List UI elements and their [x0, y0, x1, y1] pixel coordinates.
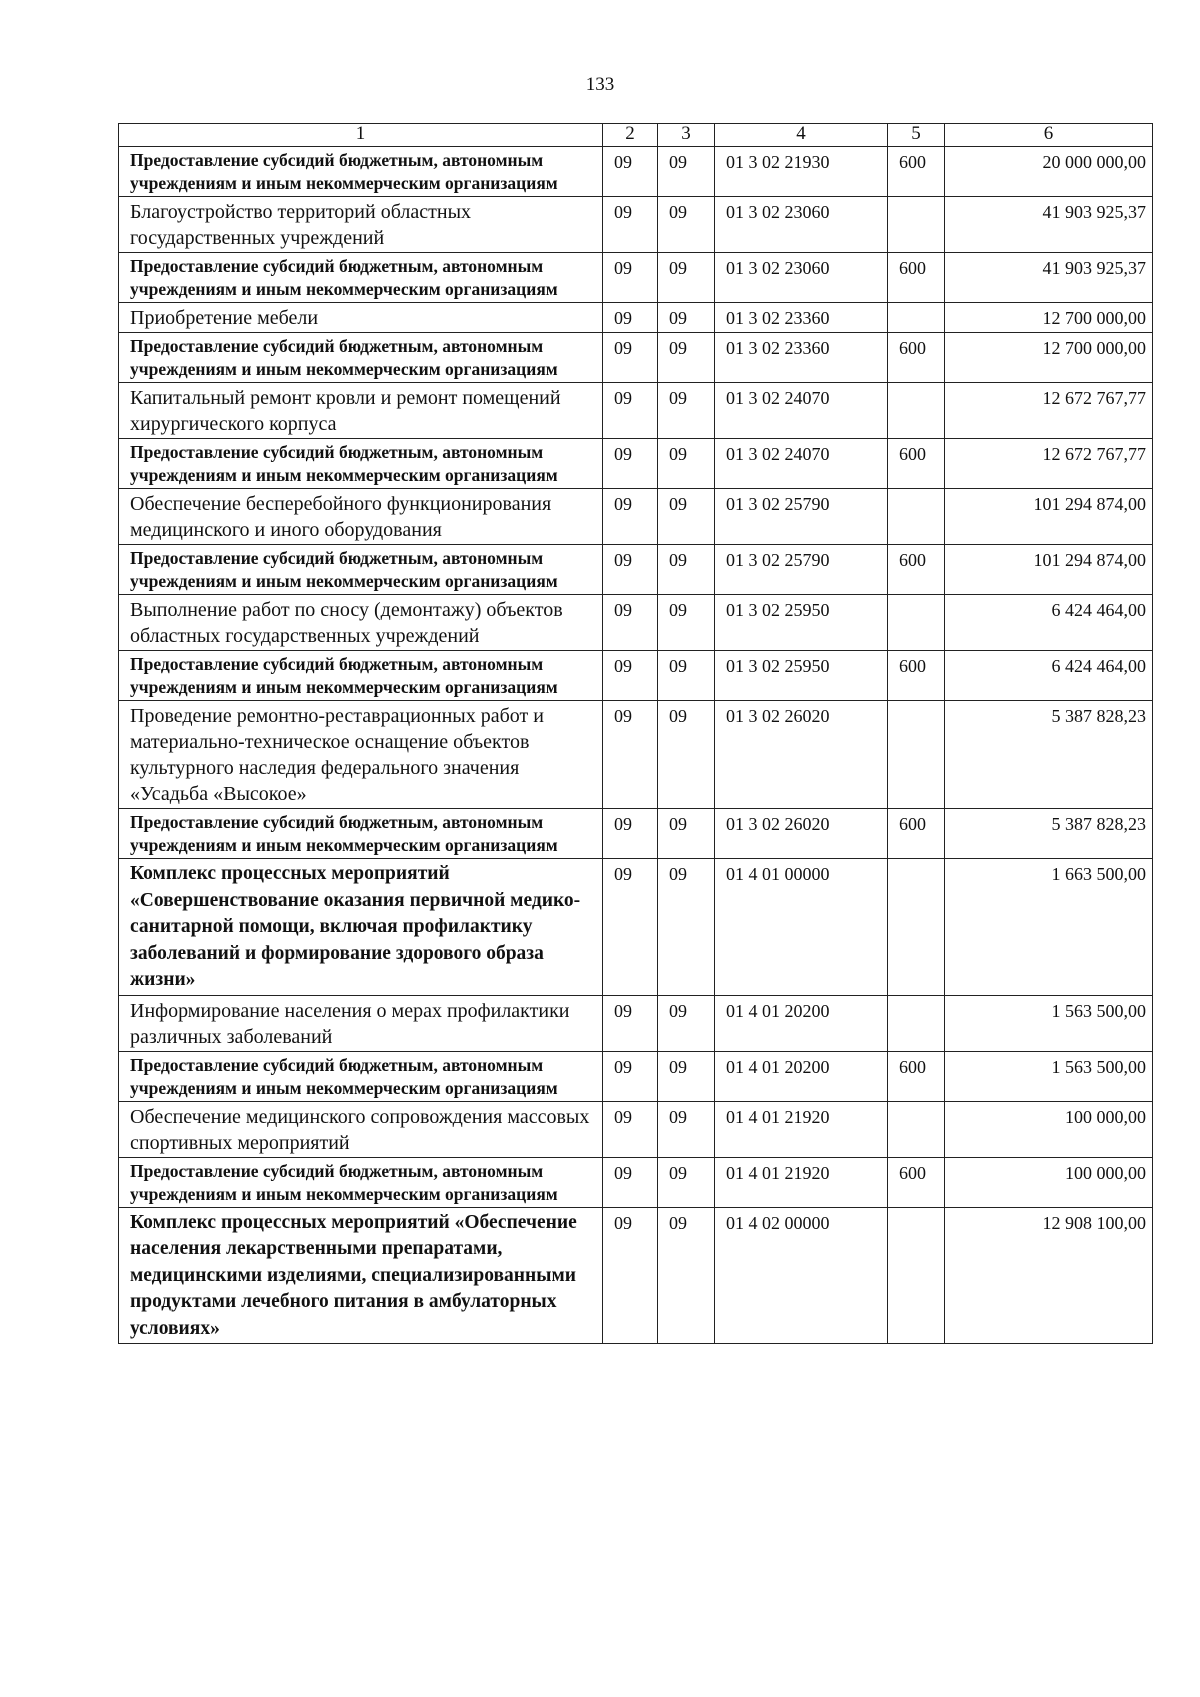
- column-header: 2: [603, 124, 658, 147]
- row-name: Приобретение мебели: [119, 303, 603, 333]
- table-row: [119, 147, 1153, 197]
- row-name: Предоставление субсидий бюджетным, автономным учреждениям и иным некоммерческим организациям: [119, 439, 603, 489]
- row-section: 09: [603, 253, 658, 303]
- row-name: Предоставление субсидий бюджетным, автономным учреждениям и иным некоммерческим организациям: [119, 1157, 603, 1207]
- row-section: 09: [603, 595, 658, 651]
- page-number: 133: [585, 74, 615, 95]
- row-amount: 100 000,00: [945, 1101, 1153, 1157]
- row-target-code: 01 3 02 23060: [715, 253, 888, 303]
- row-section: 09: [603, 809, 658, 859]
- row-amount: 6 424 464,00: [945, 651, 1153, 701]
- row-subsection: 09: [658, 651, 715, 701]
- row-name: Обеспечение медицинского сопровождения массовых спортивных мероприятий: [119, 1101, 603, 1157]
- table-row: [119, 1207, 1153, 1344]
- row-amount: 101 294 874,00: [945, 489, 1153, 545]
- row-target-code: 01 4 01 21920: [715, 1157, 888, 1207]
- row-expense-type: [888, 701, 945, 809]
- table-row: [119, 489, 1153, 545]
- row-target-code: 01 3 02 25950: [715, 651, 888, 701]
- row-section: 09: [603, 333, 658, 383]
- row-expense-type: [888, 1101, 945, 1157]
- row-amount: 41 903 925,37: [945, 197, 1153, 253]
- row-expense-type: 600: [888, 651, 945, 701]
- row-subsection: 09: [658, 809, 715, 859]
- column-header: 5: [888, 124, 945, 147]
- row-target-code: 01 3 02 26020: [715, 809, 888, 859]
- row-amount: 12 700 000,00: [945, 303, 1153, 333]
- row-amount: 12 672 767,77: [945, 439, 1153, 489]
- table-body: [119, 147, 1153, 1344]
- row-subsection: 09: [658, 1157, 715, 1207]
- row-expense-type: 600: [888, 333, 945, 383]
- row-section: 09: [603, 1207, 658, 1344]
- row-target-code: 01 3 02 23360: [715, 303, 888, 333]
- row-expense-type: [888, 383, 945, 439]
- table-row: [119, 1157, 1153, 1207]
- row-subsection: 09: [658, 701, 715, 809]
- row-expense-type: 600: [888, 439, 945, 489]
- row-name: Предоставление субсидий бюджетным, автономным учреждениям и иным некоммерческим организациям: [119, 333, 603, 383]
- row-subsection: 09: [658, 439, 715, 489]
- row-section: 09: [603, 303, 658, 333]
- row-target-code: 01 3 02 25950: [715, 595, 888, 651]
- row-subsection: 09: [658, 545, 715, 595]
- row-name: Благоустройство территорий областных государственных учреждений: [119, 197, 603, 253]
- row-expense-type: [888, 1207, 945, 1344]
- row-target-code: 01 4 01 20200: [715, 995, 888, 1051]
- row-expense-type: [888, 595, 945, 651]
- table-row: [119, 253, 1153, 303]
- row-subsection: 09: [658, 595, 715, 651]
- table-row: [119, 595, 1153, 651]
- row-name: Предоставление субсидий бюджетным, автономным учреждениям и иным некоммерческим организациям: [119, 651, 603, 701]
- row-section: 09: [603, 1157, 658, 1207]
- row-subsection: 09: [658, 383, 715, 439]
- row-expense-type: [888, 197, 945, 253]
- row-expense-type: [888, 489, 945, 545]
- row-section: 09: [603, 1101, 658, 1157]
- row-amount: 41 903 925,37: [945, 253, 1153, 303]
- row-section: 09: [603, 701, 658, 809]
- row-target-code: 01 3 02 23060: [715, 197, 888, 253]
- row-subsection: 09: [658, 1207, 715, 1344]
- row-amount: 12 672 767,77: [945, 383, 1153, 439]
- row-subsection: 09: [658, 197, 715, 253]
- table-row: [119, 303, 1153, 333]
- column-header: 1: [119, 124, 603, 147]
- row-subsection: 09: [658, 303, 715, 333]
- table-row: [119, 1101, 1153, 1157]
- row-section: 09: [603, 651, 658, 701]
- row-name: Предоставление субсидий бюджетным, автономным учреждениям и иным некоммерческим организациям: [119, 253, 603, 303]
- row-target-code: 01 3 02 24070: [715, 439, 888, 489]
- row-name: Информирование населения о мерах профилактики различных заболеваний: [119, 995, 603, 1051]
- row-section: 09: [603, 489, 658, 545]
- row-section: 09: [603, 439, 658, 489]
- table-row: [119, 859, 1153, 996]
- table-row: [119, 995, 1153, 1051]
- row-expense-type: 600: [888, 1051, 945, 1101]
- header-row: [119, 124, 1153, 147]
- row-target-code: 01 3 02 21930: [715, 147, 888, 197]
- row-expense-type: 600: [888, 809, 945, 859]
- row-expense-type: 600: [888, 1157, 945, 1207]
- row-expense-type: [888, 995, 945, 1051]
- row-expense-type: 600: [888, 253, 945, 303]
- row-section: 09: [603, 1051, 658, 1101]
- row-section: 09: [603, 147, 658, 197]
- row-amount: 5 387 828,23: [945, 809, 1153, 859]
- row-name: Предоставление субсидий бюджетным, автономным учреждениям и иным некоммерческим организациям: [119, 147, 603, 197]
- row-name: Проведение ремонтно-реставрационных работ и материально-техническое оснащение объектов культурного наследия федерального значения «Усадьба «Высокое»: [119, 701, 603, 809]
- row-target-code: 01 3 02 23360: [715, 333, 888, 383]
- row-subsection: 09: [658, 1101, 715, 1157]
- table-row: [119, 333, 1153, 383]
- row-amount: 1 563 500,00: [945, 1051, 1153, 1101]
- row-section: 09: [603, 383, 658, 439]
- row-subsection: 09: [658, 333, 715, 383]
- row-expense-type: [888, 303, 945, 333]
- row-name: Предоставление субсидий бюджетным, автономным учреждениям и иным некоммерческим организациям: [119, 809, 603, 859]
- row-name: Комплекс процессных мероприятий «Обеспечение населения лекарственными препаратами, медицинскими изделиями, специализированными продуктами лечебного питания в амбулаторных условиях»: [119, 1207, 603, 1344]
- column-header: 3: [658, 124, 715, 147]
- row-target-code: 01 3 02 25790: [715, 489, 888, 545]
- table-row: [119, 651, 1153, 701]
- row-name: Капитальный ремонт кровли и ремонт помещений хирургического корпуса: [119, 383, 603, 439]
- table-row: [119, 545, 1153, 595]
- row-subsection: 09: [658, 147, 715, 197]
- row-section: 09: [603, 995, 658, 1051]
- row-name: Выполнение работ по сносу (демонтажу) объектов областных государственных учреждений: [119, 595, 603, 651]
- row-name: Комплекс процессных мероприятий «Совершенствование оказания первичной медико-санитарной помощи, включая профилактику заболеваний и формирование здорового образа жизни»: [119, 859, 603, 996]
- table-row: [119, 383, 1153, 439]
- table-row: [119, 1051, 1153, 1101]
- row-target-code: 01 4 02 00000: [715, 1207, 888, 1344]
- row-amount: 1 663 500,00: [945, 859, 1153, 996]
- table-row: [119, 197, 1153, 253]
- row-section: 09: [603, 859, 658, 996]
- row-section: 09: [603, 545, 658, 595]
- row-amount: 20 000 000,00: [945, 147, 1153, 197]
- row-target-code: 01 4 01 00000: [715, 859, 888, 996]
- row-subsection: 09: [658, 253, 715, 303]
- row-subsection: 09: [658, 995, 715, 1051]
- column-header: 6: [945, 124, 1153, 147]
- table-row: [119, 439, 1153, 489]
- row-section: 09: [603, 197, 658, 253]
- row-amount: 6 424 464,00: [945, 595, 1153, 651]
- column-header: 4: [715, 124, 888, 147]
- table-row: [119, 809, 1153, 859]
- row-target-code: 01 4 01 20200: [715, 1051, 888, 1101]
- row-name: Предоставление субсидий бюджетным, автономным учреждениям и иным некоммерческим организациям: [119, 545, 603, 595]
- row-target-code: 01 4 01 21920: [715, 1101, 888, 1157]
- row-name: Предоставление субсидий бюджетным, автономным учреждениям и иным некоммерческим организациям: [119, 1051, 603, 1101]
- row-subsection: 09: [658, 1051, 715, 1101]
- row-subsection: 09: [658, 859, 715, 996]
- row-amount: 5 387 828,23: [945, 701, 1153, 809]
- row-amount: 101 294 874,00: [945, 545, 1153, 595]
- row-amount: 1 563 500,00: [945, 995, 1153, 1051]
- row-expense-type: 600: [888, 545, 945, 595]
- row-expense-type: [888, 859, 945, 996]
- row-subsection: 09: [658, 489, 715, 545]
- row-target-code: 01 3 02 25790: [715, 545, 888, 595]
- budget-table: [118, 123, 1153, 1344]
- row-amount: 100 000,00: [945, 1157, 1153, 1207]
- row-expense-type: 600: [888, 147, 945, 197]
- row-name: Обеспечение бесперебойного функционирования медицинского и иного оборудования: [119, 489, 603, 545]
- row-target-code: 01 3 02 24070: [715, 383, 888, 439]
- row-target-code: 01 3 02 26020: [715, 701, 888, 809]
- table-row: [119, 701, 1153, 809]
- row-amount: 12 700 000,00: [945, 333, 1153, 383]
- row-amount: 12 908 100,00: [945, 1207, 1153, 1344]
